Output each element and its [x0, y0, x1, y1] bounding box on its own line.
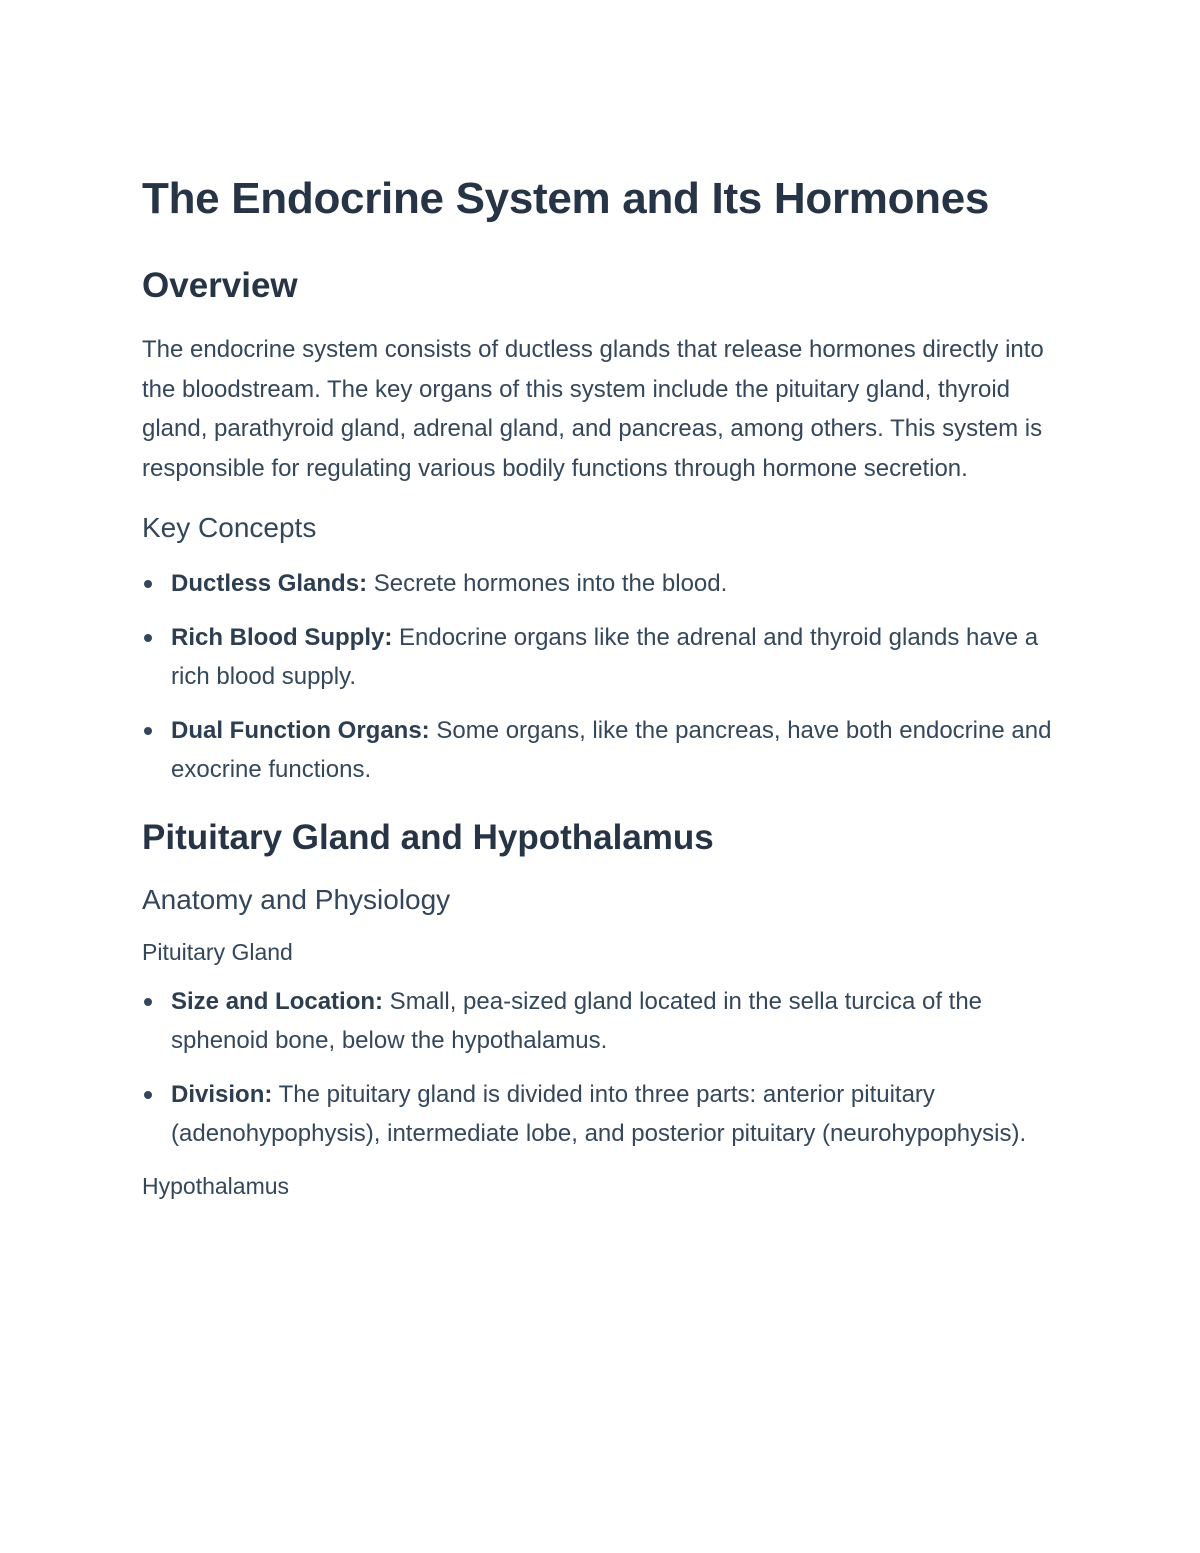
pituitary-gland-heading: Pituitary Gland — [142, 938, 293, 965]
hypothalamus-heading: Hypothalamus — [142, 1172, 290, 1199]
list-item-text: The pituitary gland is divided into three parts: anterior pituitary (adenohypophysis), intermediate lobe, and posterior pituitary (neurohypophysis). — [171, 1080, 1027, 1147]
overview-paragraph: The endocrine system consists of ductless glands that release hormones directly into the bloodstream. The key organs of this system include the pituitary gland, thyroid gland, parathyroid gland, adrenal gland, and pancreas, among others. This system is responsible for regulating various bodily functions through hormone secretion. — [142, 336, 1044, 482]
document-page — [142, 168, 1082, 1216]
list-item-text: Small, pea-sized gland located in the sella turcica of the sphenoid bone, below the hypothalamus. — [171, 987, 983, 1054]
list-item — [142, 618, 1082, 697]
list-item — [142, 1075, 1082, 1154]
list-item — [142, 711, 1082, 790]
key-concepts-heading: Key Concepts — [142, 512, 317, 543]
list-item-term: Dual Function Organs: — [171, 716, 430, 744]
list-item-text: Endocrine organs like the adrenal and thyroid glands have a rich blood supply. — [171, 623, 1039, 690]
list-item-text: Some organs, like the pancreas, have both endocrine and exocrine functions. — [171, 716, 1052, 783]
document-title: The Endocrine System and Its Hormones — [142, 174, 990, 223]
list-item-term: Ductless Glands: — [171, 570, 368, 597]
list-item — [142, 982, 1082, 1061]
list-item-term: Division: — [171, 1080, 273, 1108]
list-item-term: Rich Blood Supply: — [171, 623, 393, 651]
list-item-term: Size and Location: — [171, 987, 384, 1015]
pituitary-section-heading: Pituitary Gland and Hypothalamus — [142, 817, 714, 857]
list-item-text: Secrete hormones into the blood. — [367, 570, 728, 597]
pituitary-gland-list — [142, 982, 1082, 1154]
overview-heading: Overview — [142, 266, 298, 305]
anatomy-heading: Anatomy and Physiology — [142, 883, 451, 915]
key-concepts-list — [142, 564, 1082, 790]
list-item — [142, 564, 1082, 604]
